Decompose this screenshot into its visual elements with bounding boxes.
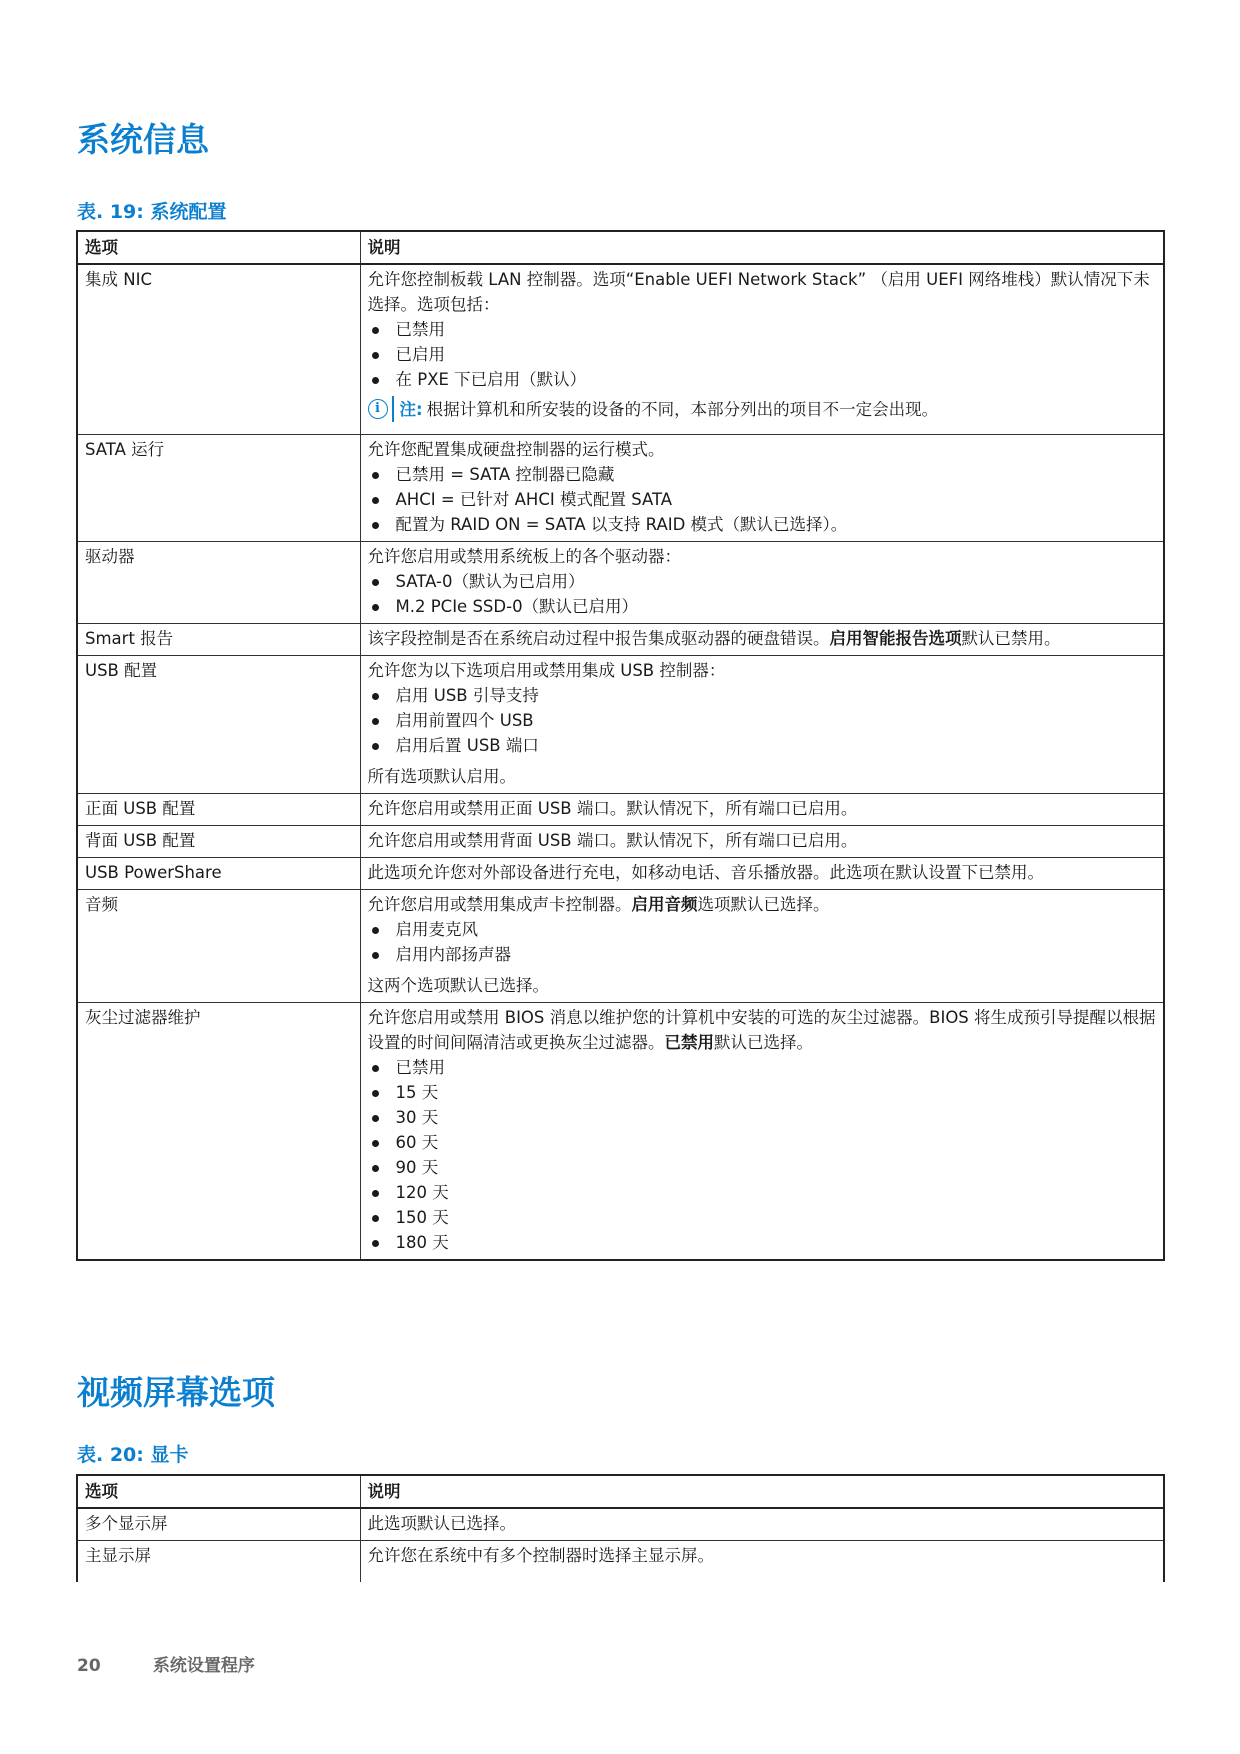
section-title-system-info: 系统信息 [77, 120, 209, 159]
default-note: 所有选项默认启用。 [367, 767, 516, 786]
list-item: 150 天 [368, 1205, 1157, 1230]
option-cell: 驱动器 [77, 542, 360, 624]
option-cell: USB PowerShare [77, 858, 360, 890]
table-header-row [77, 231, 1164, 264]
table-row [77, 794, 1164, 826]
table-row [77, 435, 1164, 542]
description-text [368, 626, 1157, 651]
option-cell: Smart 报告 [77, 624, 360, 656]
description-text-part: 允许您启用或禁用集成声卡控制器。 [367, 895, 632, 914]
column-header-option: 选项 [77, 1475, 360, 1508]
table-row [77, 890, 1164, 1003]
option-list [368, 683, 1157, 758]
table-row [77, 1541, 1164, 1583]
list-item: 启用内部扬声器 [368, 942, 1157, 967]
column-header-description: 说明 [360, 1475, 1164, 1508]
description-emphasis: 已禁用 [664, 1033, 714, 1052]
list-item: 15 天 [368, 1080, 1157, 1105]
list-item: M.2 PCIe SSD-0（默认已启用） [368, 594, 1157, 619]
option-cell: 集成 NIC [77, 264, 360, 435]
list-item: 启用前置四个 USB [368, 708, 1157, 733]
list-item: 30 天 [368, 1105, 1157, 1130]
description-cell [360, 435, 1164, 542]
section-title-video: 视频屏幕选项 [77, 1373, 275, 1412]
list-item: AHCI = 已针对 AHCI 模式配置 SATA [368, 487, 1157, 512]
table-row [77, 264, 1164, 435]
list-item: 90 天 [368, 1155, 1157, 1180]
list-item: 启用麦克风 [368, 917, 1157, 942]
graphics-table [76, 1474, 1165, 1582]
description-text: 允许您启用或禁用系统板上的各个驱动器： [367, 547, 681, 566]
option-cell: 主显示屏 [77, 1541, 360, 1583]
table-row [77, 858, 1164, 890]
description-text-part: 默认已选择。 [714, 1033, 813, 1052]
option-list [368, 1055, 1157, 1255]
description-cell [360, 542, 1164, 624]
table-row [77, 656, 1164, 794]
description-cell: 允许您在系统中有多个控制器时选择主显示屏。 [360, 1541, 1164, 1583]
description-cell: 允许您启用或禁用背面 USB 端口。默认情况下，所有端口已启用。 [360, 826, 1164, 858]
table-caption-19: 表. 19: 系统配置 [77, 201, 227, 223]
table-caption-20: 表. 20: 显卡 [77, 1444, 189, 1466]
option-cell: 灰尘过滤器维护 [77, 1003, 360, 1261]
list-item: 120 天 [368, 1180, 1157, 1205]
column-header-option: 选项 [77, 231, 360, 264]
list-item: 在 PXE 下已启用（默认） [368, 367, 1157, 392]
list-item: 已禁用 [368, 317, 1157, 342]
list-item: 已禁用 = SATA 控制器已隐藏 [368, 462, 1157, 487]
description-cell [360, 890, 1164, 1003]
description-cell: 此选项默认已选择。 [360, 1508, 1164, 1541]
system-config-table [76, 230, 1165, 1261]
option-cell: 正面 USB 配置 [77, 794, 360, 826]
table-row [77, 1003, 1164, 1261]
info-icon: i [368, 399, 388, 419]
description-cell [360, 1003, 1164, 1261]
note-text: 根据计算机和所安装的设备的不同，本部分列出的项目不一定会出现。 [426, 399, 939, 419]
description-text [368, 892, 1157, 917]
table-row [77, 1508, 1164, 1541]
description-cell [360, 656, 1164, 794]
default-note: 这两个选项默认已选择。 [367, 976, 549, 995]
option-cell: 音频 [77, 890, 360, 1003]
option-list [368, 569, 1157, 619]
description-cell: 此选项允许您对外部设备进行充电，如移动电话、音乐播放器。此选项在默认设置下已禁用。 [360, 858, 1164, 890]
description-text-part: 该字段控制是否在系统启动过程中报告集成驱动器的硬盘错误。 [367, 629, 830, 648]
description-emphasis: 启用智能报告选项 [829, 629, 962, 648]
description-text [368, 1005, 1157, 1055]
description-text: 允许您配置集成硬盘控制器的运行模式。 [367, 440, 665, 459]
description-text: 允许您为以下选项启用或禁用集成 USB 控制器： [367, 661, 726, 680]
page-number: 20 [77, 1656, 101, 1676]
list-item: 60 天 [368, 1130, 1157, 1155]
description-emphasis: 启用音频 [631, 895, 698, 914]
description-text-part: 允许您启用或禁用 BIOS 消息以维护您的计算机中安装的可选的灰尘过滤器。BIOS 将生成预引导提醒以根据设置的时间间隔清洁或更换灰尘过滤器。 [367, 1008, 1156, 1052]
chapter-title: 系统设置程序 [152, 1656, 255, 1676]
option-cell: USB 配置 [77, 656, 360, 794]
table-row [77, 826, 1164, 858]
option-cell: 背面 USB 配置 [77, 826, 360, 858]
list-item: SATA-0（默认为已启用） [368, 569, 1157, 594]
description-text-part: 默认已禁用。 [961, 629, 1061, 648]
description-cell [360, 264, 1164, 435]
list-item: 启用 USB 引导支持 [368, 683, 1157, 708]
description-cell: 允许您启用或禁用正面 USB 端口。默认情况下，所有端口已启用。 [360, 794, 1164, 826]
list-item: 启用后置 USB 端口 [368, 733, 1157, 758]
table-row [77, 542, 1164, 624]
description-text: 允许您控制板载 LAN 控制器。选项“Enable UEFI Network Stack” （启用 UEFI 网络堆栈）默认情况下未选择。选项包括： [367, 270, 1150, 314]
table-header-row [77, 1475, 1164, 1508]
description-cell [360, 624, 1164, 656]
list-item: 已禁用 [368, 1055, 1157, 1080]
column-header-description: 说明 [360, 231, 1164, 264]
list-item: 已启用 [368, 342, 1157, 367]
page-footer [77, 1651, 255, 1676]
note-label: 注: [399, 399, 423, 419]
option-cell: SATA 运行 [77, 435, 360, 542]
note-divider [392, 396, 394, 422]
option-list [368, 462, 1157, 537]
option-cell: 多个显示屏 [77, 1508, 360, 1541]
note-box [368, 396, 1157, 422]
list-item: 配置为 RAID ON = SATA 以支持 RAID 模式（默认已选择）。 [368, 512, 1157, 537]
option-list [368, 917, 1157, 967]
description-text-part: 选项默认已选择。 [697, 895, 830, 914]
list-item: 180 天 [368, 1230, 1157, 1255]
option-list [368, 317, 1157, 392]
table-row [77, 624, 1164, 656]
